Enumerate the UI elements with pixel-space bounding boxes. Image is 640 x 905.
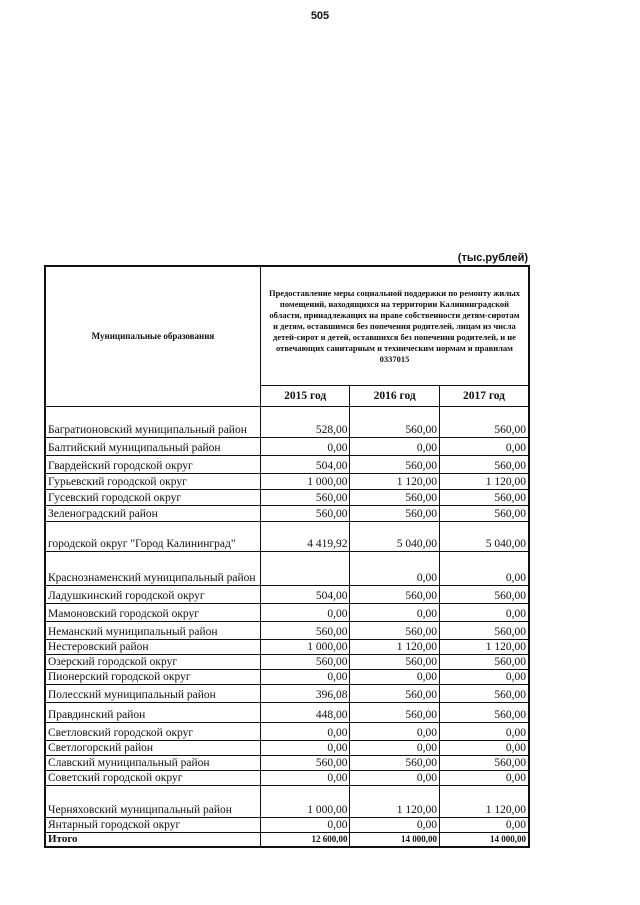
municipality-name: Багратионовский муниципальный район [45,407,260,438]
value-2016: 560,00 [350,586,440,604]
value-2015 [260,552,350,586]
value-2017: 0,00 [439,604,529,622]
municipality-name: Янтарный городской округ [45,818,260,833]
table-row [45,771,529,786]
table-row [45,640,529,655]
value-2016: 560,00 [350,490,440,506]
value-2017: 0,00 [439,741,529,756]
value-2016: 1 120,00 [350,640,440,655]
value-2016: 0,00 [350,670,440,685]
municipality-name: городской округ "Город Калининград" [45,522,260,552]
value-2015: 0,00 [260,670,350,685]
value-2015: 448,00 [260,703,350,723]
table-row [45,622,529,640]
value-2017: 560,00 [439,506,529,522]
table-row [45,756,529,771]
table-row [45,438,529,456]
value-2016: 560,00 [350,703,440,723]
value-2016: 0,00 [350,723,440,741]
value-2017: 0,00 [439,438,529,456]
value-2015: 396,08 [260,685,350,703]
table-row [45,703,529,723]
value-2015: 560,00 [260,622,350,640]
value-2016: 560,00 [350,407,440,438]
value-2015: 1 000,00 [260,474,350,490]
year-header-2016: 2016 год [350,386,440,407]
year-header-2015: 2015 год [260,386,350,407]
table-row [45,741,529,756]
municipality-name: Пионерский городской округ [45,670,260,685]
municipality-name: Светловский городской округ [45,723,260,741]
total-2017: 14 000,00 [439,833,529,848]
value-2017: 0,00 [439,818,529,833]
value-2015: 0,00 [260,771,350,786]
subsidy-table [44,265,530,848]
value-2015: 0,00 [260,723,350,741]
value-2015: 4 419,92 [260,522,350,552]
header-municipal: Муниципальные образования [45,266,260,407]
table-row [45,586,529,604]
value-2017: 560,00 [439,685,529,703]
table-row [45,522,529,552]
municipality-name: Мамоновский городской округ [45,604,260,622]
municipality-name: Нестеровский район [45,640,260,655]
value-2015: 560,00 [260,506,350,522]
value-2016: 560,00 [350,456,440,474]
value-2015: 528,00 [260,407,350,438]
value-2015: 560,00 [260,655,350,670]
municipality-name: Советский городской округ [45,771,260,786]
value-2016: 560,00 [350,756,440,771]
municipality-name: Светлогорский район [45,741,260,756]
value-2017: 560,00 [439,703,529,723]
value-2015: 0,00 [260,741,350,756]
value-2015: 0,00 [260,818,350,833]
table-row [45,474,529,490]
header-measure: Предоставление меры социальной поддержки по ремонту жилых помещений, находящихся на территории Калининградской области, принадлежащих на праве собственности детям-сиротам и детям, оставшимся без попечения родителей, лицам из числа детей-сирот и детей, оставшихся без попечения родителей, и не отвечающих санитарным и техническим нормам и правилам 0337015 [260,266,529,386]
value-2016: 0,00 [350,604,440,622]
municipality-name: Гурьевский городской округ [45,474,260,490]
value-2016: 1 120,00 [350,786,440,818]
value-2017: 1 120,00 [439,640,529,655]
municipality-name: Черняховский муниципальный район [45,786,260,818]
value-2017: 560,00 [439,456,529,474]
value-2016: 560,00 [350,506,440,522]
table-row [45,407,529,438]
value-2016: 560,00 [350,685,440,703]
value-2016: 1 120,00 [350,474,440,490]
table-row [45,456,529,474]
value-2017: 560,00 [439,407,529,438]
table-row [45,506,529,522]
municipality-name: Краснознаменский муниципальный район [45,552,260,586]
value-2015: 0,00 [260,604,350,622]
value-2015: 504,00 [260,456,350,474]
municipality-name: Зеленоградский район [45,506,260,522]
total-row [45,833,529,848]
total-2015: 12 600,00 [260,833,350,848]
total-label: Итого [45,833,260,848]
table-row [45,655,529,670]
value-2015: 1 000,00 [260,786,350,818]
page-number: 505 [310,10,330,22]
municipality-name: Балтийский муниципальный район [45,438,260,456]
value-2016: 0,00 [350,741,440,756]
total-2016: 14 000,00 [350,833,440,848]
municipality-name: Славский муниципальный район [45,756,260,771]
value-2015: 0,00 [260,438,350,456]
value-2016: 0,00 [350,818,440,833]
value-2017: 0,00 [439,771,529,786]
value-2017: 0,00 [439,670,529,685]
municipality-name: Озерский городской округ [45,655,260,670]
table-row [45,490,529,506]
table-row [45,604,529,622]
header-row [45,266,529,386]
municipality-name: Гусевский городской округ [45,490,260,506]
value-2017: 560,00 [439,586,529,604]
value-2017: 560,00 [439,622,529,640]
value-2016: 0,00 [350,438,440,456]
table-row [45,685,529,703]
value-2016: 560,00 [350,655,440,670]
value-2017: 0,00 [439,723,529,741]
value-2015: 560,00 [260,756,350,771]
value-2016: 560,00 [350,622,440,640]
municipality-name: Неманский муниципальный район [45,622,260,640]
municipality-name: Ладушкинский городской округ [45,586,260,604]
value-2017: 5 040,00 [439,522,529,552]
value-2017: 1 120,00 [439,786,529,818]
value-2015: 1 000,00 [260,640,350,655]
year-header-2017: 2017 год [439,386,529,407]
value-2015: 504,00 [260,586,350,604]
units-label: (тыс.рублей) [457,252,528,264]
table-row [45,818,529,833]
value-2017: 1 120,00 [439,474,529,490]
table-row [45,723,529,741]
value-2016: 0,00 [350,552,440,586]
municipality-name: Правдинский район [45,703,260,723]
municipality-name: Гвардейский городской округ [45,456,260,474]
table-row [45,670,529,685]
value-2016: 5 040,00 [350,522,440,552]
table-row [45,786,529,818]
table-row [45,552,529,586]
value-2017: 560,00 [439,490,529,506]
value-2017: 560,00 [439,756,529,771]
municipality-name: Полесский муниципальный район [45,685,260,703]
value-2016: 0,00 [350,771,440,786]
value-2017: 560,00 [439,655,529,670]
value-2015: 560,00 [260,490,350,506]
value-2017: 0,00 [439,552,529,586]
